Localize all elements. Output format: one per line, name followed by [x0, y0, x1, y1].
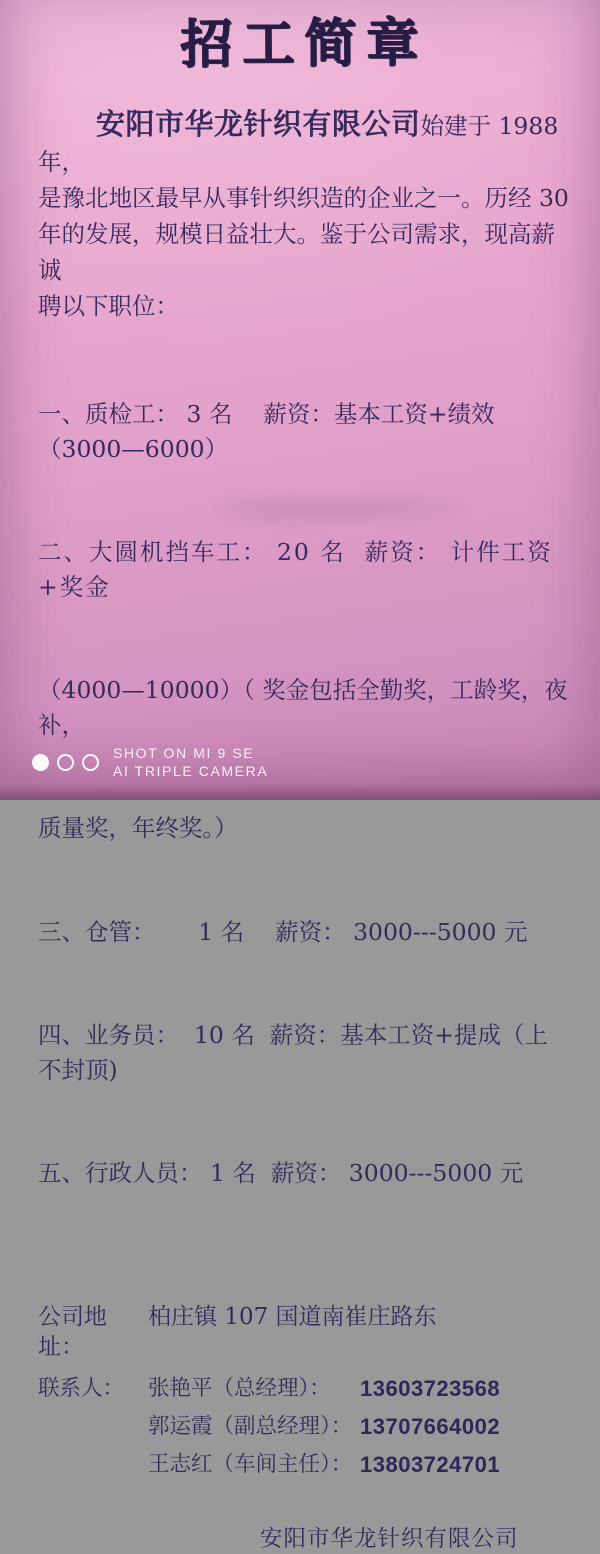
intro-line-2: 是豫北地区最早从事针织织造的企业之一。历经 30	[38, 184, 569, 212]
position-item-1: 一、质检工： 3 名 薪资：基本工资+绩效（3000—6000）	[38, 400, 495, 463]
contact-person: 张艳平（总经理）：	[148, 1375, 331, 1401]
position-item-5: 五、行政人员： 1 名 薪资： 3000---5000 元	[38, 1159, 524, 1187]
camera-watermark	[32, 744, 268, 780]
signature-company-name: 安阳市华龙针织有限公司	[260, 1525, 519, 1552]
intro-line-4: 聘以下职位：	[38, 292, 179, 320]
camera-dot-hollow-icon	[82, 754, 99, 771]
position-item-2-cont2: 质量奖，年终奖。）	[38, 814, 238, 842]
intro-line-1	[38, 106, 570, 180]
contact-phone: 13603723568	[360, 1375, 501, 1401]
watermark-line-1: SHOT ON MI 9 SE	[113, 745, 255, 761]
contact-person: 王志红（车间主任）：	[148, 1451, 353, 1477]
position-item-2-cont: （4000—10000）（ 奖金包括全勤奖，工龄奖，夜补，	[38, 676, 568, 739]
position-item-4: 四、业务员： 10 名 薪资：基本工资+提成（上不封顶)	[38, 1021, 548, 1084]
intro-paragraph	[38, 106, 570, 324]
watermark-line-2: AI TRIPLE CAMERA	[113, 763, 269, 779]
position-item-3: 三、仓管： 1 名 薪资： 3000---5000 元	[38, 917, 528, 946]
ink-bleed-ghost	[215, 488, 465, 532]
contacts-label: 联系人：	[38, 1375, 125, 1401]
camera-dots-icon	[32, 754, 99, 771]
poster-title: 招工简章	[179, 12, 429, 75]
intro-line-3: 年的发展，规模日益壮大。鉴于公司需求，现高薪诚	[38, 220, 555, 284]
company-info	[38, 1302, 570, 1484]
watermark-text	[113, 744, 268, 780]
contact-row	[38, 1446, 570, 1484]
contact-phone: 13803724701	[360, 1451, 501, 1477]
contact-row	[38, 1408, 570, 1446]
intro-line-1-rest: 始建于 1988 年，	[38, 112, 559, 176]
address-row	[38, 1302, 570, 1362]
position-item-2: 二、大圆机挡车工： 20 名 薪资： 计件工资+奖金	[38, 538, 553, 601]
contact-row	[38, 1370, 570, 1408]
address-label: 公司地址：	[38, 1303, 107, 1360]
contact-rows	[38, 1370, 570, 1484]
contact-person: 郭运霞（副总经理）：	[148, 1413, 353, 1439]
contact-phone: 13707664002	[360, 1413, 501, 1439]
address-value: 柏庄镇 107 国道南崔庄路东	[148, 1303, 437, 1330]
positions-list	[38, 328, 570, 1260]
camera-dot-hollow-icon	[57, 754, 74, 771]
camera-dot-filled-icon	[32, 754, 49, 771]
company-name: 安阳市华龙针织有限公司	[96, 107, 421, 141]
